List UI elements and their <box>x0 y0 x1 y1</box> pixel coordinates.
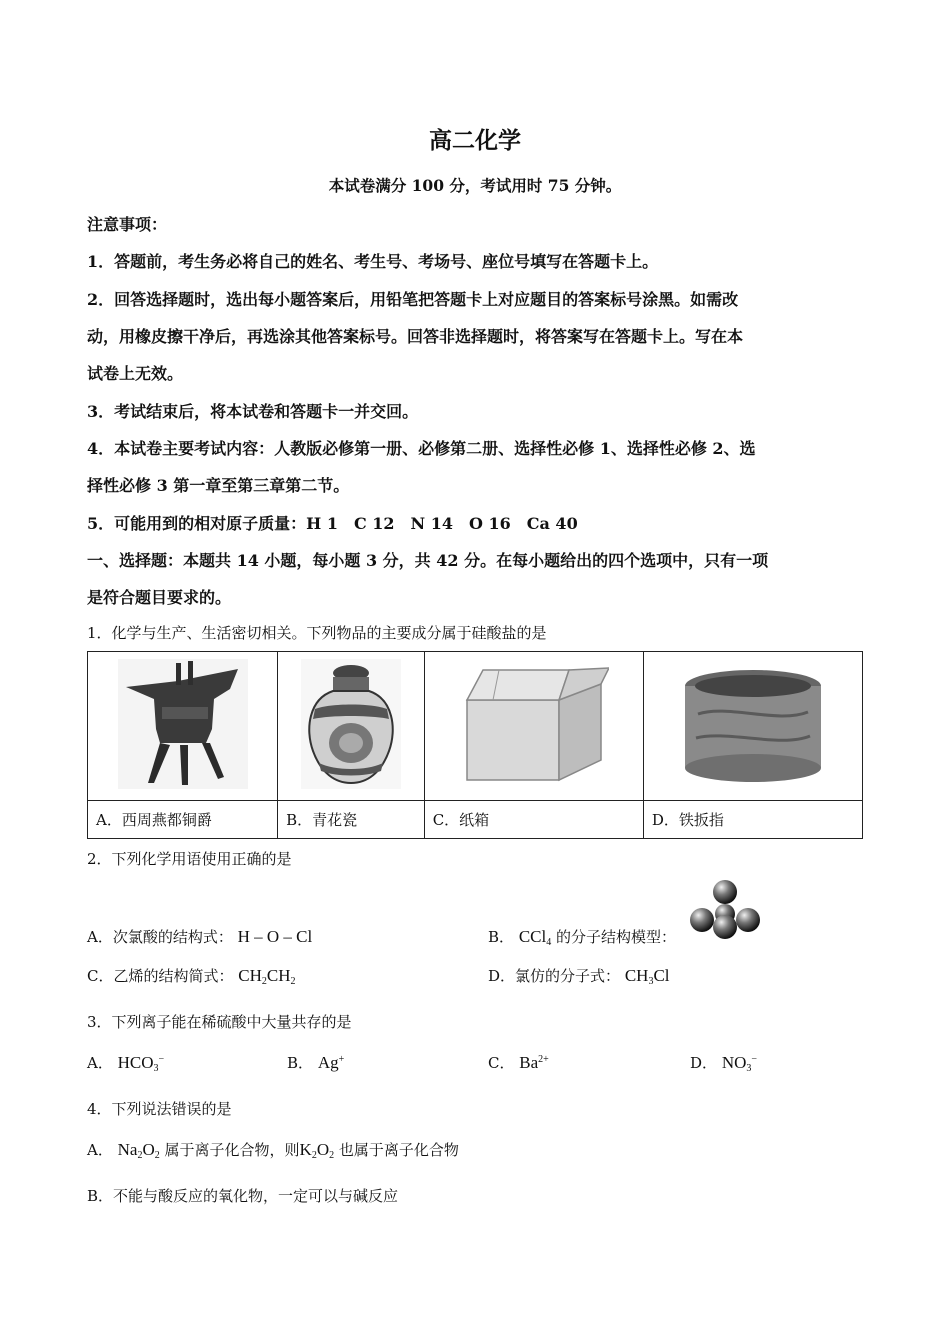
note-2-line-3: 试卷上无效。 <box>87 364 184 383</box>
section-1-line-2: 是符合题目要求的。 <box>87 588 232 607</box>
hclo-structural-formula: H – O – Cl <box>237 927 313 946</box>
option-a-label: A．次氯酸的结构式： <box>87 928 233 946</box>
potassium-peroxide-formula: $K_2O_2$ <box>299 1140 335 1161</box>
ccl4-formula: CCl$_4$ <box>518 927 552 948</box>
iron-thumb-ring-image <box>678 664 828 784</box>
option-b-image-cell <box>278 652 425 801</box>
notes-heading: 注意事项： <box>87 215 168 234</box>
note-3: 3．考试结束后，将本试卷和答题卡一并交回。 <box>87 402 419 421</box>
barium-ion: $Ba^{2+}$ <box>519 1053 549 1072</box>
nitrate-ion: $NO_3^-$ <box>721 1053 758 1074</box>
bronze-vessel-image <box>118 659 248 789</box>
question-3-option-a[interactable]: A． $HCO_3^-$ <box>87 1053 165 1074</box>
sodium-peroxide-formula: $Na_2O_2$ <box>117 1140 160 1161</box>
question-4-option-b[interactable]: B．不能与酸反应的氧化物，一定可以与碱反应 <box>87 1187 399 1205</box>
note-4-line-1: 4．本试卷主要考试内容：人教版必修第一册、必修第二册、选择性必修 1、选择性必修 2、选 <box>87 439 756 458</box>
option-d-label: D．氯仿的分子式： <box>488 967 621 985</box>
ccl4-molecular-model-image <box>688 878 763 940</box>
chloroform-formula: $CH_3Cl$ <box>624 966 670 987</box>
option-b-label[interactable]: B．青花瓷 <box>278 801 425 839</box>
question-3-option-d[interactable]: D． $NO_3^-$ <box>690 1053 758 1074</box>
option-a-image-cell <box>88 652 278 801</box>
question-3-stem: 3．下列离子能在稀硫酸中大量共存的是 <box>87 1013 352 1031</box>
option-b-text: 的分子结构模型： <box>556 928 677 946</box>
option-c-image-cell <box>424 652 643 801</box>
section-1-line-1: 一、选择题：本题共 14 小题，每小题 3 分，共 42 分。在每小题给出的四个选项中，只有一项 <box>87 551 769 570</box>
note-2-line-1: 2．回答选择题时，选出每小题答案后，用铅笔把答题卡上对应题目的答案标号涂黑。如需改 <box>87 290 739 309</box>
question-2-option-a[interactable] <box>87 926 312 947</box>
blue-white-porcelain-image <box>301 659 401 789</box>
option-d-image-cell <box>643 652 862 801</box>
page-title: 高二化学 <box>429 127 521 154</box>
note-1: 1．答题前，考生务必将自己的姓名、考生号、考场号、座位号填写在答题卡上。 <box>87 252 659 271</box>
exam-info: 本试卷满分 100 分，考试用时 75 分钟。 <box>328 176 622 195</box>
question-2-option-c[interactable] <box>87 965 296 987</box>
silver-ion: Ag+ <box>317 1053 345 1072</box>
question-4-stem: 4．下列说法错误的是 <box>87 1100 232 1118</box>
option-c-label[interactable]: C．纸箱 <box>424 801 643 839</box>
question-1-options-table <box>87 651 863 839</box>
option-d-label[interactable]: D．铁扳指 <box>643 801 862 839</box>
option-b-label: B． <box>488 928 515 946</box>
question-1-stem: 1．化学与生产、生活密切相关。下列物品的主要成分属于硅酸盐的是 <box>87 624 547 642</box>
question-2-option-b[interactable] <box>488 926 676 948</box>
question-4-option-a[interactable]: A． $Na_2O_2$ 属于离子化合物，则$K_2O_2$ 也属于离子化合物 <box>87 1140 459 1161</box>
note-4-line-2: 择性必修 3 第一章至第三章第二节。 <box>87 476 350 495</box>
bicarbonate-ion: $HCO_3^-$ <box>117 1053 165 1074</box>
question-2-stem: 2．下列化学用语使用正确的是 <box>87 850 292 868</box>
option-a-label[interactable]: A．西周燕都铜爵 <box>88 801 278 839</box>
cardboard-box-image <box>459 664 609 784</box>
ethylene-formula: $CH_2CH_2$ <box>238 966 296 987</box>
option-c-label: C．乙烯的结构简式： <box>87 967 234 985</box>
question-3-option-b[interactable]: B． Ag+ <box>287 1053 345 1072</box>
question-3-option-c[interactable]: C． $Ba^{2+}$ <box>488 1053 549 1072</box>
note-2-line-2: 动，用橡皮擦干净后，再选涂其他答案标号。回答非选择题时，将答案写在答题卡上。写在本 <box>87 327 744 346</box>
question-2-option-d[interactable] <box>488 965 670 987</box>
note-5: 5．可能用到的相对原子质量：H 1 C 12 N 14 O 16 Ca 40 <box>87 514 578 533</box>
